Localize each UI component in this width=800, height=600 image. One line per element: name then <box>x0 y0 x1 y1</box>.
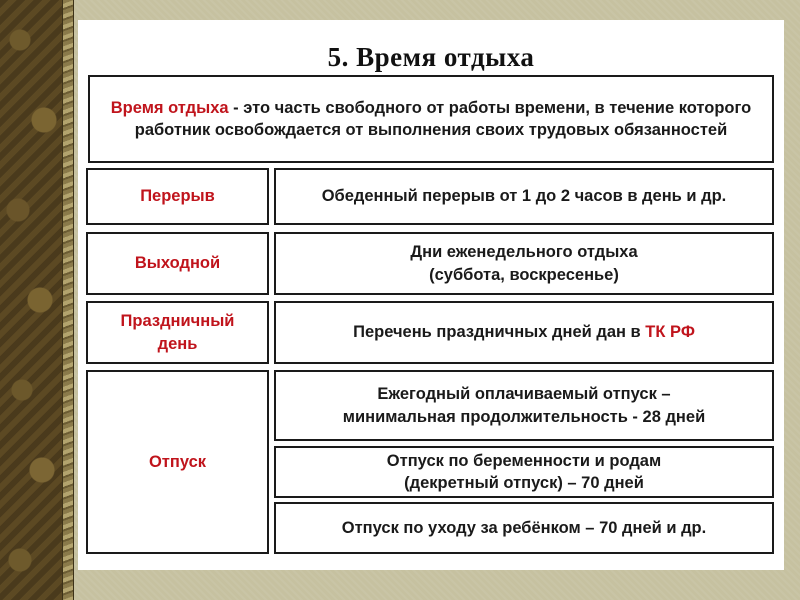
slide <box>78 20 784 570</box>
desc-vacation-maternity-line2: (декретный отпуск) – 70 дней <box>404 474 644 492</box>
desc-vacation-annual <box>274 370 774 441</box>
label-vacation-text: Отпуск <box>148 452 207 471</box>
desc-holiday-text: Перечень праздничных дней дан в <box>353 323 646 342</box>
desc-vacation-childcare <box>274 502 774 554</box>
label-break <box>86 168 269 225</box>
desc-break-text: Обеденный перерыв от 1 до 2 часов в день и др. <box>321 187 727 206</box>
label-break-text: Перерыв <box>140 187 215 206</box>
desc-break <box>274 168 774 225</box>
desc-vacation-annual-line2: минимальная продолжительность - 28 дней <box>342 407 706 426</box>
desc-vacation-annual-line1: Ежегодный оплачиваемый отпуск – <box>377 385 671 404</box>
label-vacation <box>86 370 269 554</box>
label-holiday-line1: Праздничный <box>120 312 235 331</box>
page-title: 5. Время отдыха <box>327 42 535 72</box>
decorative-rope <box>62 0 74 600</box>
labor-code-link: ТК РФ <box>645 323 695 342</box>
decorative-left-strip <box>0 0 62 600</box>
desc-vacation-childcare-line1: Отпуск по уходу за ребёнком – 70 дней и др. <box>341 518 707 537</box>
definition-text <box>98 97 764 142</box>
label-dayoff <box>86 232 269 295</box>
label-holiday <box>86 301 269 364</box>
desc-vacation-maternity <box>274 446 774 498</box>
desc-vacation-maternity-line1: Отпуск по беременности и родам <box>386 451 662 470</box>
desc-holiday <box>274 301 774 364</box>
desc-dayoff-line1: Дни еженедельного отдыха <box>410 243 638 262</box>
definition-body: - это часть свободного от работы времени, в течение которого работник освобождается от выполнения своих трудовых обязанностей <box>134 98 752 139</box>
desc-dayoff <box>274 232 774 295</box>
definition-box <box>88 75 774 163</box>
desc-dayoff-line2: (суббота, воскресенье) <box>429 265 619 284</box>
label-dayoff-text: Выходной <box>134 254 221 273</box>
definition-term: Время отдыха <box>110 98 229 117</box>
label-holiday-line2: день <box>157 334 198 353</box>
